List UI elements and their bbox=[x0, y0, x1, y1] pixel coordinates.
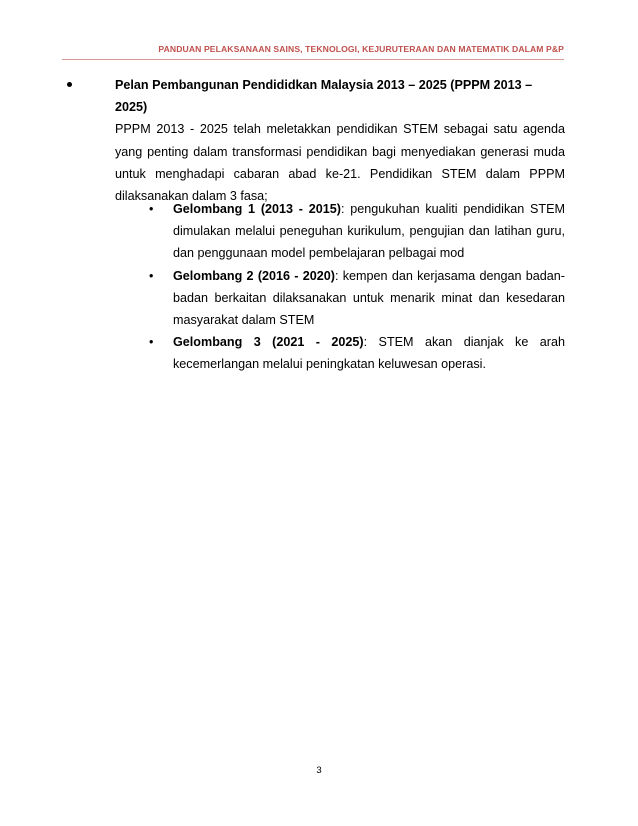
phase-line: masyarakat dalam STEM bbox=[173, 313, 315, 328]
paragraph-line: PPPM 2013 - 2025 telah meletakkan pendidikan STEM sebagai satu agenda bbox=[115, 122, 565, 137]
section-heading-text: Pelan Pembangunan Pendididkan Malaysia 2013 – 2025 (PPPM 2013 – 2025) bbox=[115, 78, 533, 115]
phase-first-line bbox=[173, 265, 565, 287]
phase-line: dimulakan melalui peneguhan kurikulum, pengujian dan latihan guru, bbox=[173, 224, 565, 239]
phase-text: : STEM akan dianjak ke arah bbox=[363, 335, 565, 350]
phase-text: : kempen dan kerjasama dengan badan- bbox=[334, 268, 565, 283]
phase-label: Gelombang 2 (2016 - 2020) bbox=[173, 268, 335, 283]
running-header: PANDUAN PELAKSANAAN SAINS, TEKNOLOGI, KEJURUTERAAN DAN MATEMATIK DALAM P&P bbox=[158, 44, 564, 54]
phase-first-line bbox=[173, 198, 565, 220]
phase-list bbox=[67, 198, 565, 376]
bullet-icon: • bbox=[149, 202, 154, 216]
phase-line: kecemerlangan melalui peningkatan keluwesan operasi. bbox=[173, 357, 486, 372]
pppm-section bbox=[67, 74, 565, 207]
phase-text: : pengukuhan kualiti pendidikan STEM bbox=[340, 202, 566, 216]
phase-label: Gelombang 1 (2013 - 2015) bbox=[173, 202, 341, 216]
paragraph-line: untuk menghadapi cabaran abad ke-21. Pendidikan STEM dalam PPPM bbox=[115, 166, 565, 181]
paragraph-line: yang penting dalam transformasi pendidikan bagi menyediakan generasi muda bbox=[115, 144, 565, 159]
phase-item-2 bbox=[67, 265, 565, 332]
bullet-icon: • bbox=[149, 335, 154, 350]
phase-item-1 bbox=[67, 198, 565, 265]
phase-label: Gelombang 3 (2021 - 2025) bbox=[173, 335, 364, 350]
phase-line: badan berkaitan dilaksanakan untuk menarik minat dan kesedaran bbox=[173, 290, 565, 305]
header-divider bbox=[62, 59, 564, 60]
section-heading bbox=[67, 74, 565, 118]
page-number: 3 bbox=[316, 765, 322, 776]
bullet-icon: • bbox=[149, 268, 154, 283]
paragraph-line: dilaksanakan dalam 3 fasa; bbox=[115, 189, 268, 204]
bullet-dot-icon bbox=[67, 82, 72, 87]
phase-item-3 bbox=[67, 331, 565, 375]
phase-first-line bbox=[173, 331, 565, 353]
section-paragraph bbox=[67, 118, 565, 207]
phase-line: dan penggunaan model pembelajaran pelbagai mod bbox=[173, 246, 465, 261]
